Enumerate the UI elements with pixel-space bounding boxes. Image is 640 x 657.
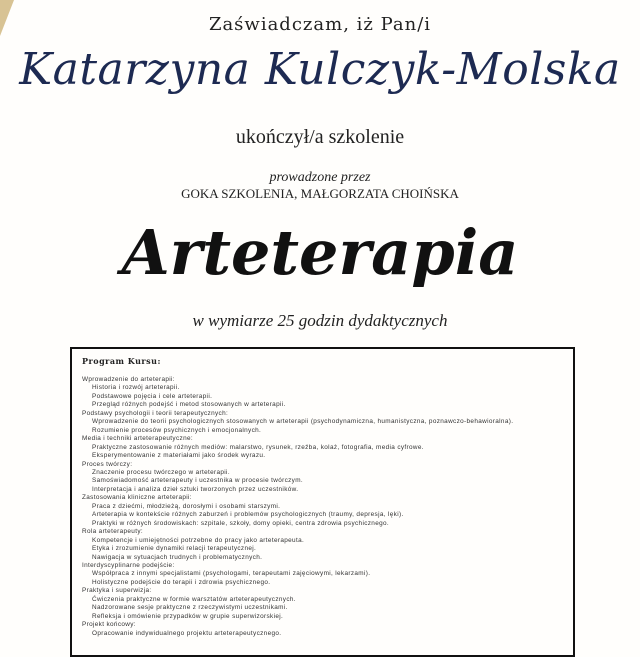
- program-section-item: Interpretacja i analiza dzieł sztuki tworzonych przez uczestników.: [92, 485, 299, 493]
- program-section-item: Praca z dziećmi, młodzieżą, dorosłymi i osobami starszymi.: [92, 502, 281, 510]
- program-section-item: Refleksja i omówienie przypadków w grupie superwizorskiej.: [92, 612, 284, 620]
- program-section-item: Arteterapia w kontekście różnych zaburzeń i problemów psychologicznych (traumy, depresja, lęki).: [92, 511, 404, 519]
- program-section-item: Przegląd różnych podejść i metod stosowanych w arteterapii.: [92, 401, 286, 409]
- program-section-item: Praktyczne zastosowanie różnych mediów: malarstwo, rysunek, rzeźba, kolaż, fotografia, media cyfrowe.: [92, 443, 424, 451]
- recipient-name: Katarzyna Kulczyk-Molska: [19, 44, 621, 95]
- course-title: Arteterapia: [121, 216, 519, 289]
- program-section-item: Nadzorowane sesje praktyczne z rzeczywistymi uczestnikami.: [92, 604, 288, 612]
- program-sections: [82, 376, 563, 638]
- program-section-item: Nawigacja w sytuacjach trudnych i problematycznych.: [92, 553, 263, 561]
- conducted-by-label: prowadzone przez: [269, 170, 371, 185]
- program-title: Program Kursu:: [82, 356, 161, 366]
- program-section-item: Historia i rozwój arteterapii.: [92, 384, 180, 392]
- program-section-heading: Interdyscyplinarne podejście:: [82, 561, 175, 569]
- program-section-heading: Rola arteterapeuty:: [82, 528, 144, 536]
- program-section-item: Podstawowe pojęcia i cele arteterapii.: [92, 392, 213, 400]
- intro-text: Zaświadczam, iż Pan/i: [208, 14, 432, 35]
- program-section-heading: Wprowadzenie do arteterapii:: [82, 376, 175, 383]
- program-section-heading: Projekt końcowy:: [82, 621, 136, 629]
- program-section-item: Znaczenie procesu twórczego w arteterapii.: [92, 468, 230, 476]
- program-section-item: Opracowanie indywidualnego projektu arteterapeutycznego.: [92, 629, 282, 637]
- program-section-heading: Proces twórczy:: [82, 460, 133, 468]
- program-section-item: Ćwiczenia praktyczne w formie warsztatów arteterapeutycznych.: [92, 595, 296, 603]
- program-section-item: Eksperymentowanie z materiałami jako środek wyrazu.: [92, 452, 266, 460]
- program-section-heading: Praktyka i superwizja:: [82, 587, 152, 595]
- organizer-name: GOKA SZKOLENIA, MAŁGORZATA CHOIŃSKA: [181, 186, 459, 201]
- program-section-item: Współpraca z innymi specjalistami (psychologami, terapeutami zajęciowymi, lekarzami).: [92, 570, 371, 578]
- program-section-item: Kompetencje i umiejętności potrzebne do pracy jako arteterapeuta.: [92, 536, 305, 544]
- program-box: [70, 347, 575, 657]
- program-section-item: Praktyki w różnych środowiskach: szpitale, szkoły, domy opieki, centra zdrowia psychicznego.: [92, 519, 390, 527]
- program-section-item: Samoświadomość arteterapeuty i uczestnika w procesie twórczym.: [92, 477, 304, 485]
- program-section-item: Holistyczne podejście do terapii i zdrowia psychicznego.: [92, 578, 271, 586]
- program-section-heading: Podstawy psychologii i teorii terapeutycznych:: [82, 409, 229, 417]
- program-section-item: Etyka i zrozumienie dynamiki relacji terapeutycznej.: [92, 545, 257, 553]
- program-section-item: Rozumienie procesów psychicznych i emocjonalnych.: [92, 426, 262, 434]
- program-section-heading: Zastosowania kliniczne arteterapii:: [82, 494, 192, 502]
- program-section-heading: Media i techniki arteterapeutyczne:: [82, 435, 194, 443]
- course-hours: w wymiarze 25 godzin dydaktycznych: [192, 311, 448, 330]
- program-section-item: Wprowadzenie do teorii psychologicznych stosowanych w arteterapii (psychodynamiczna, humanistyczna, poznawczo-behawioralna).: [92, 418, 514, 426]
- completed-text: ukończył/a szkolenie: [235, 126, 405, 148]
